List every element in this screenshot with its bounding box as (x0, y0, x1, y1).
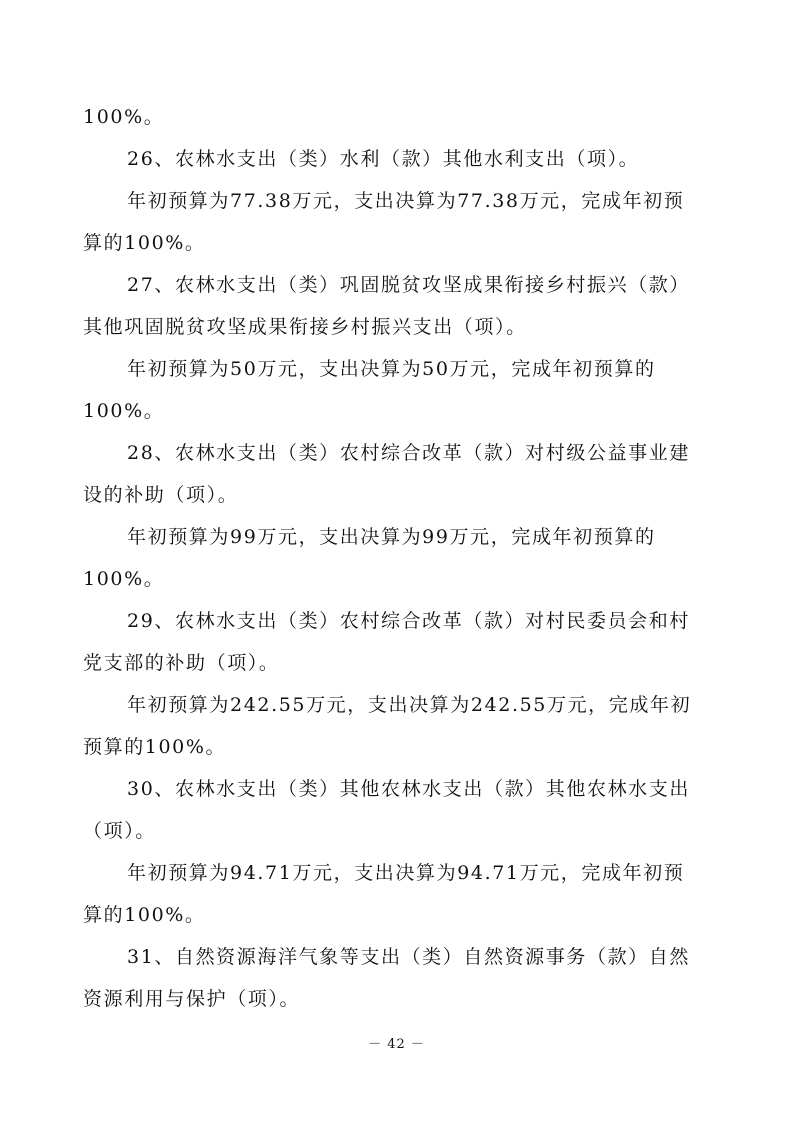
item-31-heading-line-1: 31、自然资源海洋气象等支出（类）自然资源事务（款）自然 (127, 946, 690, 968)
item-30-budget-line-2: 算的100%。 (83, 904, 206, 926)
item-29-budget-line-2: 预算的100%。 (83, 736, 227, 758)
item-26-heading: 26、农林水支出（类）水利（款）其他水利支出（项）。 (127, 148, 640, 170)
item-26-budget-line-1: 年初预算为77.38万元，支出决算为77.38万元，完成年初预 (127, 190, 685, 212)
item-31-heading-line-2: 资源利用与保护（项）。 (83, 988, 301, 1010)
item-27-budget-line-1: 年初预算为50万元，支出决算为50万元，完成年初预算的 (127, 358, 656, 380)
item-30-heading-line-1: 30、农林水支出（类）其他农林水支出（款）其他农林水支出 (127, 778, 690, 800)
item-29-budget-line-1: 年初预算为242.55万元，支出决算为242.55万元，完成年初 (127, 694, 692, 716)
item-29-heading-line-2: 党支部的补助（项）。 (83, 652, 280, 674)
item-28-budget-line-2: 100%。 (83, 568, 165, 590)
item-28-budget-line-1: 年初预算为99万元，支出决算为99万元，完成年初预算的 (127, 526, 656, 548)
page-number: － 42 － (368, 1037, 425, 1052)
item-28-heading-line-1: 28、农林水支出（类）农村综合改革（款）对村级公益事业建 (127, 442, 690, 464)
item-30-heading-line-2: （项）。 (83, 820, 156, 842)
item-27-heading-line-1: 27、农林水支出（类）巩固脱贫攻坚成果衔接乡村振兴（款） (127, 274, 690, 296)
text-line-1: 100%。 (83, 106, 165, 128)
item-27-budget-line-2: 100%。 (83, 400, 165, 422)
item-30-budget-line-1: 年初预算为94.71万元，支出决算为94.71万元，完成年初预 (127, 862, 685, 884)
item-26-budget-line-2: 算的100%。 (83, 232, 206, 254)
item-29-heading-line-1: 29、农林水支出（类）农村综合改革（款）对村民委员会和村 (127, 610, 690, 632)
item-28-heading-line-2: 设的补助（项）。 (83, 484, 239, 506)
item-27-heading-line-2: 其他巩固脱贫攻坚成果衔接乡村振兴支出（项）。 (83, 316, 527, 338)
